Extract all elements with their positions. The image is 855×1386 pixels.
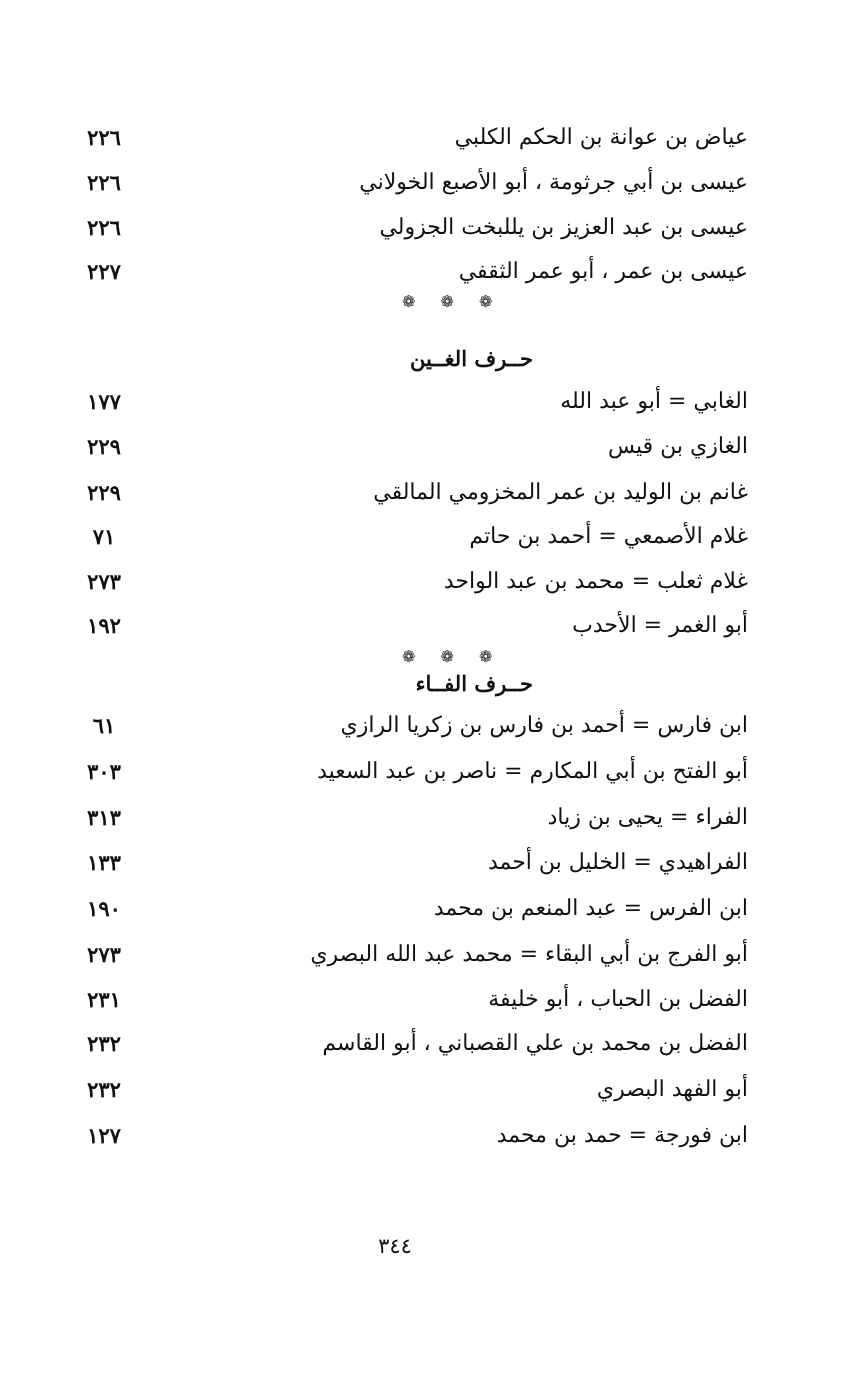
index-entry bbox=[60, 935, 760, 975]
entry-name: ابن الفرس = عبد المنعم بن محمد bbox=[433, 896, 748, 921]
entry-page-number: ٧١ bbox=[92, 524, 116, 549]
section-separator: ❁ ❁ ❁ bbox=[402, 292, 503, 311]
page-number: ٣٤٤ bbox=[378, 1234, 412, 1258]
entry-name: عيسى بن عبد العزيز بن يللبخت الجزولي bbox=[379, 215, 748, 240]
index-entry bbox=[60, 163, 760, 203]
index-entry bbox=[60, 706, 760, 746]
entry-name: أبو الفتح بن أبي المكارم = ناصر بن عبد السعيد bbox=[317, 759, 748, 784]
entry-page-number: ٢٣١ bbox=[87, 987, 121, 1012]
entry-name: أبو الفرج بن أبي البقاء = محمد عبد الله البصري bbox=[310, 942, 748, 967]
entry-name: الفراهيدي = الخليل بن أحمد bbox=[487, 850, 748, 875]
entry-name: الفضل بن الحباب ، أبو خليفة bbox=[488, 987, 748, 1012]
index-entry bbox=[60, 889, 760, 929]
section-heading-fa: حــرف الفــاء bbox=[415, 671, 533, 696]
index-entry bbox=[60, 1070, 760, 1110]
index-entry bbox=[60, 798, 760, 838]
entry-page-number: ٢٢٩ bbox=[87, 434, 121, 459]
entry-name: عيسى بن أبي جرثومة ، أبو الأصبع الخولاني bbox=[359, 170, 748, 195]
index-entry bbox=[60, 517, 760, 557]
index-entry bbox=[60, 1024, 760, 1064]
entry-page-number: ٣٠٣ bbox=[87, 759, 121, 784]
section-separator: ❁ ❁ ❁ bbox=[402, 647, 503, 666]
entry-name: الغازي بن قيس bbox=[607, 434, 748, 459]
index-entry bbox=[60, 427, 760, 467]
section-heading-ghain: حــرف الغــين bbox=[410, 346, 533, 371]
entry-page-number: ٢٢٦ bbox=[87, 215, 121, 240]
index-entry bbox=[60, 980, 760, 1020]
entry-page-number: ٢٣٢ bbox=[87, 1077, 121, 1102]
entry-name: غلام الأصمعي = أحمد بن حاتم bbox=[469, 524, 748, 549]
index-entry bbox=[60, 843, 760, 883]
entry-name: ابن فارس = أحمد بن فارس بن زكريا الرازي bbox=[340, 713, 748, 738]
entry-page-number: ١٣٣ bbox=[87, 850, 121, 875]
index-entry bbox=[60, 606, 760, 646]
entry-page-number: ٢٢٦ bbox=[87, 170, 121, 195]
index-entry bbox=[60, 382, 760, 422]
entry-page-number: ٢٢٩ bbox=[87, 480, 121, 505]
entry-page-number: ١٢٧ bbox=[87, 1123, 121, 1148]
entry-page-number: ٢٣٢ bbox=[87, 1031, 121, 1056]
entry-name: أبو الغمر = الأحدب bbox=[572, 613, 748, 638]
index-entry bbox=[60, 252, 760, 292]
index-entry bbox=[60, 208, 760, 248]
entry-page-number: ١٩٢ bbox=[87, 613, 121, 638]
index-entry bbox=[60, 473, 760, 513]
entry-page-number: ٢٧٣ bbox=[87, 942, 121, 967]
entry-page-number: ١٧٧ bbox=[87, 389, 121, 414]
entry-name: ابن فورجة = حمد بن محمد bbox=[496, 1123, 748, 1148]
entry-name: الفراء = يحيى بن زياد bbox=[547, 805, 748, 830]
index-entry bbox=[60, 752, 760, 792]
entry-name: عياض بن عوانة بن الحكم الكلبي bbox=[454, 125, 748, 150]
entry-name: غانم بن الوليد بن عمر المخزومي المالقي bbox=[373, 480, 748, 505]
entry-name: أبو الفهد البصري bbox=[596, 1077, 748, 1102]
entry-page-number: ٣١٣ bbox=[87, 805, 121, 830]
entry-page-number: ٢٢٦ bbox=[87, 125, 121, 150]
entry-page-number: ٦١ bbox=[92, 713, 116, 738]
entry-page-number: ١٩٠ bbox=[87, 896, 121, 921]
entry-name: عيسى بن عمر ، أبو عمر الثقفي bbox=[458, 259, 748, 284]
entry-page-number: ٢٧٣ bbox=[87, 569, 121, 594]
index-entry bbox=[60, 562, 760, 602]
entry-page-number: ٢٢٧ bbox=[87, 259, 121, 284]
index-entry bbox=[60, 1116, 760, 1156]
index-entry bbox=[60, 118, 760, 158]
entry-name: الغابي = أبو عبد الله bbox=[560, 389, 748, 414]
entry-name: الفضل بن محمد بن علي القصباني ، أبو القاسم bbox=[322, 1031, 748, 1056]
entry-name: غلام ثعلب = محمد بن عبد الواحد bbox=[443, 569, 748, 594]
